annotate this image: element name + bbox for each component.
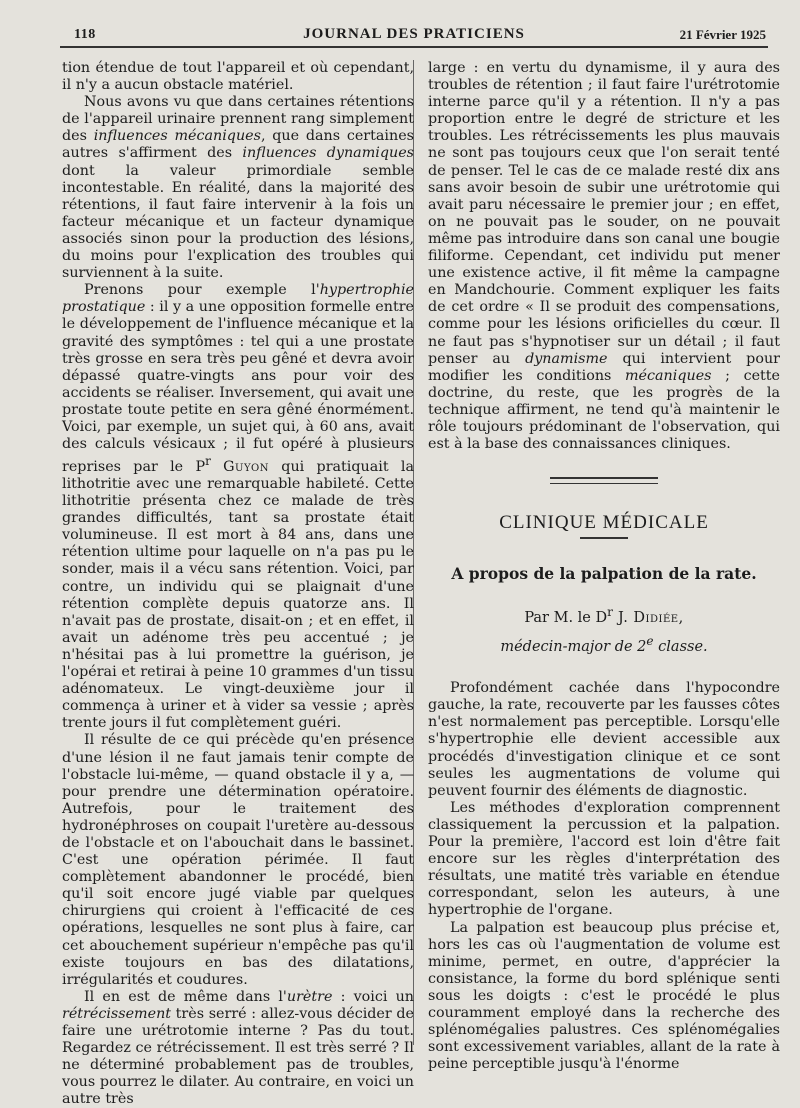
author-affiliation: médecin-major de 2e classe. xyxy=(500,634,708,656)
paragraph: Les méthodes d'exploration comprennent classiquement la percussion et la palpation. Pour la première, l'accord est loin d'être fait encore sur les règles d'interprétation des résultats, une matité très variable en étendue correspondant, selon les auteurs, à une hypertrophie de l'organe. xyxy=(428,799,780,919)
paragraph: La palpation est beaucoup plus précise et, hors les cas où l'augmentation de volume est minime, permet, en outre, d'apprécier la consistance, la forme du bord splénique senti sous les doigts : c'est le procédé le plus couramment employé dans la recherche des splénomégalies palustres. Ces splénomégalies sont excessivement variables, allant de la rate à peine perceptible jusqu'à l'énorme xyxy=(428,919,780,1073)
author-name: Guyon xyxy=(223,458,269,475)
article-title: A propos de la palpation de la rate. xyxy=(451,564,757,584)
left-column xyxy=(62,60,414,1108)
issue-date: 21 Février 1925 xyxy=(679,27,766,42)
section-heading: CLINIQUE MÉDICALE xyxy=(499,512,709,534)
byline: Par M. le $D^r$ J. Didiée, xyxy=(524,605,684,627)
paragraph: Il résulte de ce qui précède qu'en présence d'une lésion il ne faut jamais tenir compte de l'obstacle lui-même, — quand obstacle il y a, — pour prendre une détermination opératoire. Autrefois, pour le traitement des hydronéphroses on coupait l'uretère au-dessous de l'obstacle et on l'abouchait dans le bassinet. C'est une opération périmée. Il faut complètement abandonner le procédé, bien qu'il soit encore jugé viable par quelques chirurgiens qui croient à l'efficacité de ces opérations, lesquelles ne sont plus à faire, car cet abouchement supérieur n'empêche pas qu'il existe toujours en bas des dilatations, irrégularités et coudures. xyxy=(62,732,414,988)
paragraph: Il en est de même dans l'urètre : voici un rétrécissement très serré : allez-vous décider de faire une urétrotomie interne ? Pas du tout. Regardez ce rétrécissement. Il est très serré ? Il ne déterminé probablement pas de troubles, vous pourrez le dilater. Au contraire, en voici un autre très xyxy=(62,988,414,1108)
heading-rule xyxy=(580,537,628,539)
paragraph: Profondément cachée dans l'hypocondre gauche, la rate, recouverte par les fausses côtes n'est normalement pas perceptible. Lorsqu'elle s'hypertrophie elle devient accessible aux procédés d'investigation clinique et ce sont seules les augmentations de volume qui peuvent fournir des éléments de diagnostic. xyxy=(428,680,780,799)
section-separator xyxy=(550,477,658,484)
journal-title: JOURNAL DES PRATICIENS xyxy=(303,26,525,42)
page-header xyxy=(60,24,768,48)
page-number: 118 xyxy=(74,27,96,42)
paragraph: Prenons pour exemple l'hypertrophie prostatique : il y a une opposition formelle entre le développement de l'influence mécanique et la gravité des symptômes : tel qui a une prostate très grosse en sera très peu gêné et devra avoir dépassé quatre-vingts ans pour voir des accidents se réaliser. Inversement, qui avait une prostate toute petite en sera gêné énormément. Voici, par exemple, un sujet qui, à 60 ans, avait des calculs vésicaux ; il fut opéré à plusieurs reprises par le $P^r$ Guyon qui pratiquait la lithotritie avec une remarquable habileté. Cette lithotritie présenta chez ce malade de très grandes difficultés, tant sa prostate était volumineuse. Il est mort à 84 ans, dans une rétention ultime pour laquelle on n'a pas pu le sonder, mais il a vécu sans rétention. Voici, par contre, un individu qui se plaignait d'une rétention complète depuis quatorze ans. Il n'avait pas de prostate, disait-on ; et en effet, il avait un adénome très peu accentué ; je n'hésitai pas à lui promettre la guérison, je l'opérai et retirai à peine 10 grammes d'un tissu adénomateux. Le vingt-deuxième jour il commença à uriner et à vider sa vessie ; après trente jours il fut complètement guéri. xyxy=(62,282,414,732)
paragraph: large : en vertu du dynamisme, il y aura des troubles de rétention ; il faut faire l'urétrotomie interne parce qu'il y a rétention. Il n'y a pas proportion entre le degré de stricture et les troubles. Les rétrécissements les plus mauvais ne sont pas toujours ceux que l'on serait tenté de penser. Tel le cas de ce malade resté dix ans sans avoir besoin de subir une urétrotomie qui avait paru nécessaire le premier jour ; en effet, on ne pouvait pas le souder, on ne pouvait même pas introduire dans son canal une bougie filiforme. Cependant, cet individu put mener une existence active, il fit même la campagne en Mandchourie. Comment expliquer les faits de cet ordre « Il se produit des compensations, comme pour les lésions orificielles du cœur. Il ne faut pas s'hypnotiser sur un détail ; il faut penser au dynamisme qui intervient pour modifier les conditions mécaniques ; cette doctrine, du reste, que les progrès de la technique affirment, ne tend qu'à maintenir le rôle toujours prédominant de l'observation, qui est à la base des connaissances cliniques. xyxy=(428,60,780,453)
paragraph: tion étendue de tout l'appareil et où cependant, il n'y a aucun obstacle matériel. xyxy=(62,60,414,94)
paragraph: Nous avons vu que dans certaines rétentions de l'appareil urinaire prennent rang simplement des influences mécaniques, que dans certaines autres s'affirment des influences dynamiques dont la valeur primordiale semble incontestable. En réalité, dans la majorité des rétentions, il faut faire intervenir à la fois un facteur mécanique et un facteur dynamique associés sinon pour la production des lésions, du moins pour l'explication des troubles qui surviennent à la suite. xyxy=(62,94,414,282)
right-column xyxy=(428,60,780,1073)
